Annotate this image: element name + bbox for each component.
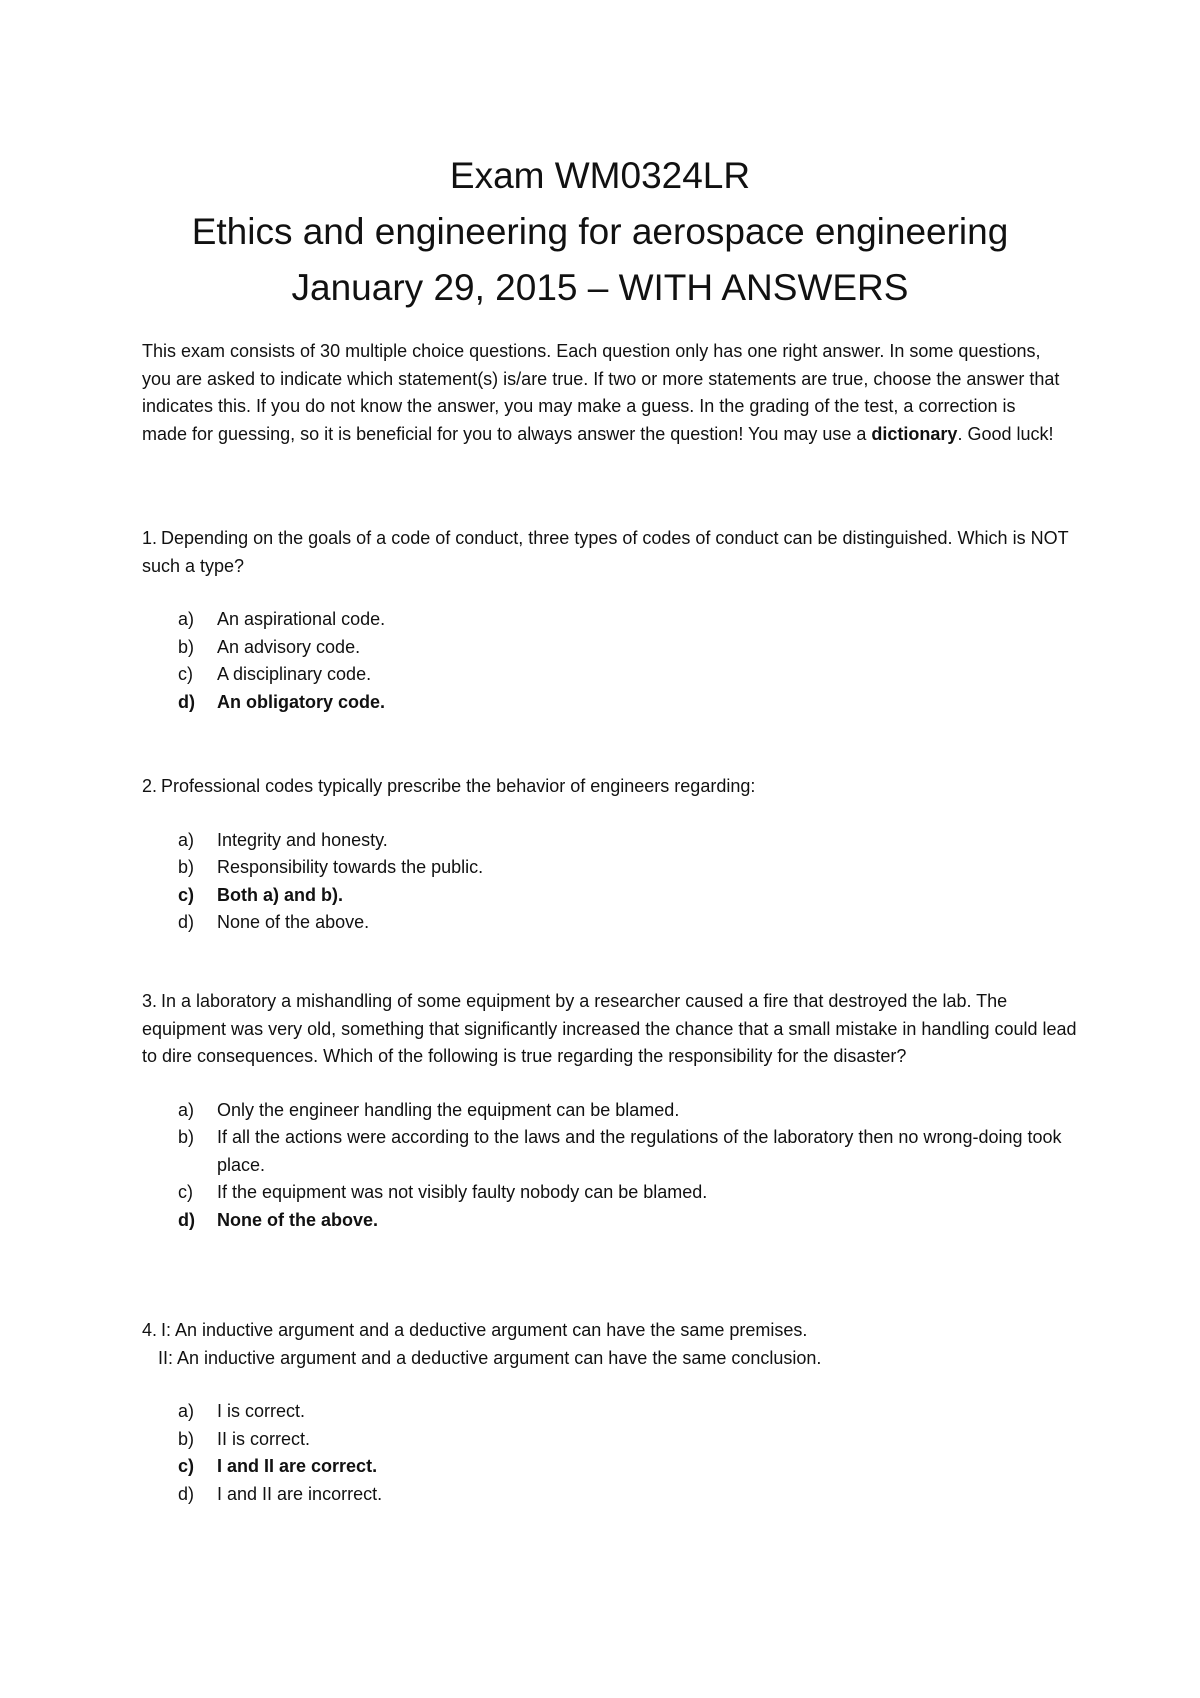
option-letter: a) bbox=[178, 1099, 195, 1120]
option-letter: c) bbox=[178, 664, 193, 684]
course-title: Ethics and engineering for aerospace engineering bbox=[191, 211, 1009, 252]
option-b bbox=[142, 634, 1082, 662]
option-letter: b) bbox=[178, 1428, 195, 1449]
option-b bbox=[142, 1426, 1082, 1454]
option-letter: b) bbox=[178, 857, 195, 877]
answer-options bbox=[142, 1097, 1082, 1235]
option-b bbox=[142, 1124, 1082, 1179]
option-letter: d) bbox=[178, 1209, 195, 1230]
option-text: An aspirational code. bbox=[217, 609, 386, 629]
option-text: II is correct. bbox=[217, 1428, 311, 1449]
option-text: Both a) and b). bbox=[217, 884, 343, 905]
option-d bbox=[142, 1481, 1082, 1509]
option-text: If all the actions were according to the laws and the regulations of the laboratory then no wrong-doing took place. bbox=[217, 1127, 1062, 1175]
option-c bbox=[142, 1179, 1082, 1207]
option-a bbox=[142, 1398, 1082, 1426]
question-number: 1. bbox=[142, 528, 158, 548]
option-c bbox=[142, 661, 1082, 689]
exam-title-block bbox=[0, 148, 1200, 316]
question-body: In a laboratory a mishandling of some equipment by a researcher caused a fire that destroyed the lab. The equipment was very old, something that significantly increased the chance that a small mistake in handling could lead to dire consequences. Which of the following is true regarding the responsibility for the disaster? bbox=[142, 991, 1077, 1066]
option-letter: b) bbox=[178, 636, 195, 657]
option-a bbox=[142, 606, 1082, 634]
instructions-bold-word: dictionary bbox=[871, 423, 958, 444]
option-letter: b) bbox=[178, 1127, 195, 1147]
option-letter: c) bbox=[178, 1456, 195, 1476]
option-d bbox=[142, 909, 1082, 937]
option-letter: d) bbox=[178, 912, 195, 932]
option-text: None of the above. bbox=[217, 1209, 379, 1230]
instructions-text: This exam consists of 30 multiple choice questions. Each question only has one right answer. In some questions, you are asked to indicate which statement(s) is/are true. If two or more statements are true, choose the answer that indicates this. If you do not know the answer, you may make a guess. In the grading of the test, a correction is made for guessing, so it is beneficial for you to always answer the question! You may use a bbox=[142, 341, 1060, 444]
statement-1: I: An inductive argument and a deductive argument can have the same premises. bbox=[161, 1320, 808, 1340]
question-text bbox=[142, 988, 1082, 1071]
question-number: 4. bbox=[142, 1320, 158, 1340]
question-number: 2. bbox=[142, 776, 158, 796]
question-number: 3. bbox=[142, 991, 158, 1011]
option-a bbox=[142, 1097, 1082, 1125]
option-text: An advisory code. bbox=[217, 636, 361, 657]
option-text: Integrity and honesty. bbox=[217, 829, 388, 850]
option-text: Only the engineer handling the equipment can be blamed. bbox=[217, 1099, 680, 1120]
exam-date-title: January 29, 2015 – WITH ANSWERS bbox=[291, 267, 909, 308]
option-letter: c) bbox=[178, 1182, 193, 1202]
question-4 bbox=[142, 1317, 1082, 1508]
option-text: If the equipment was not visibly faulty nobody can be blamed. bbox=[217, 1182, 708, 1202]
option-letter: a) bbox=[178, 829, 195, 850]
option-d-correct bbox=[142, 1207, 1082, 1235]
question-3 bbox=[142, 988, 1082, 1234]
option-b bbox=[142, 854, 1082, 882]
answer-options bbox=[142, 606, 1082, 716]
answer-options bbox=[142, 827, 1082, 937]
question-text bbox=[142, 1317, 1082, 1345]
question-2 bbox=[142, 773, 1082, 937]
option-letter: d) bbox=[178, 691, 195, 712]
option-d-correct bbox=[142, 689, 1082, 717]
question-body: Professional codes typically prescribe the behavior of engineers regarding: bbox=[161, 776, 756, 796]
question-text bbox=[142, 773, 1082, 801]
statement-2: II: An inductive argument and a deductive argument can have the same conclusion. bbox=[158, 1347, 822, 1368]
option-text: I and II are correct. bbox=[217, 1456, 378, 1476]
option-a bbox=[142, 827, 1082, 855]
option-text: I is correct. bbox=[217, 1401, 306, 1421]
option-c-correct bbox=[142, 882, 1082, 910]
answer-options bbox=[142, 1398, 1082, 1508]
option-text: An obligatory code. bbox=[217, 691, 386, 712]
exam-code-title: Exam WM0324LR bbox=[449, 155, 751, 196]
question-1 bbox=[142, 525, 1082, 716]
option-letter: d) bbox=[178, 1483, 195, 1504]
option-letter: a) bbox=[178, 1401, 195, 1421]
question-body: Depending on the goals of a code of conduct, three types of codes of conduct can be distinguished. Which is NOT such a type? bbox=[142, 528, 1069, 576]
option-text: None of the above. bbox=[217, 912, 370, 932]
option-text: I and II are incorrect. bbox=[217, 1483, 383, 1504]
question-text bbox=[142, 525, 1082, 580]
option-letter: a) bbox=[178, 609, 195, 629]
option-c-correct bbox=[142, 1453, 1082, 1481]
option-text: A disciplinary code. bbox=[217, 664, 372, 684]
option-text: Responsibility towards the public. bbox=[217, 857, 484, 877]
exam-instructions bbox=[142, 338, 1062, 448]
option-letter: c) bbox=[178, 884, 195, 905]
instructions-end: . Good luck! bbox=[957, 423, 1054, 444]
